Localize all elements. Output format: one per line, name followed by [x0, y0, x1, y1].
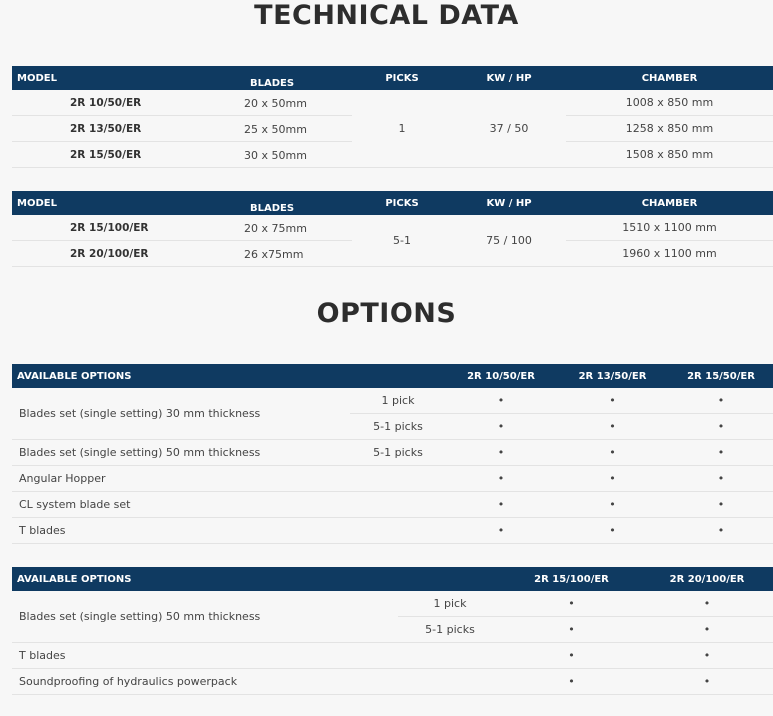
- option-label: CL system blade set: [12, 492, 350, 518]
- blades-value: 20 x 50mm: [244, 96, 307, 110]
- picks-label: 5-1 picks: [350, 414, 446, 440]
- chamber-value: 1008 x 850 mm: [566, 90, 773, 116]
- table-header-row: [12, 567, 773, 591]
- table-header-row: [12, 66, 773, 90]
- availability-dot: •: [641, 643, 773, 669]
- header-chamber: CHAMBER: [566, 66, 773, 90]
- availability-dot: •: [556, 466, 669, 492]
- table-row: [12, 388, 773, 414]
- table-header-row: [12, 364, 773, 388]
- option-label: Angular Hopper: [12, 466, 350, 492]
- availability-dot: •: [556, 414, 669, 440]
- option-label: T blades: [12, 518, 350, 544]
- picks-label: 1 pick: [350, 388, 446, 414]
- availability-dot: •: [446, 492, 556, 518]
- model-name: 2R 10/50/ER: [70, 96, 142, 109]
- chamber-value: 1508 x 850 mm: [566, 142, 773, 168]
- table-row: [12, 643, 773, 669]
- table-row: [12, 591, 773, 617]
- table-row: [12, 518, 773, 544]
- picks-label: 1 pick: [398, 591, 502, 617]
- availability-dot: •: [446, 414, 556, 440]
- availability-dot: •: [446, 388, 556, 414]
- picks-label: 5-1 picks: [398, 617, 502, 643]
- table-row: [12, 669, 773, 695]
- header-blades: BLADES: [250, 203, 295, 214]
- option-label: Blades set (single setting) 30 mm thickness: [12, 388, 350, 440]
- blades-value: 26 x75mm: [244, 247, 304, 261]
- table-row: [12, 466, 773, 492]
- availability-dot: •: [502, 617, 641, 643]
- header-available-options: AVAILABLE OPTIONS: [12, 567, 398, 591]
- options-table-100: [12, 567, 773, 695]
- kw-value: 37 / 50: [452, 90, 566, 168]
- model-name: 2R 13/50/ER: [70, 122, 142, 135]
- chamber-value: 1258 x 850 mm: [566, 116, 773, 142]
- picks-value: 1: [352, 90, 452, 168]
- kw-value: 75 / 100: [452, 215, 566, 267]
- header-model-2: 2R 20/100/ER: [641, 567, 773, 591]
- availability-dot: •: [556, 492, 669, 518]
- model-name: 2R 20/100/ER: [70, 247, 149, 260]
- technical-data-title: TECHNICAL DATA: [254, 0, 519, 31]
- header-blades: BLADES: [250, 78, 295, 89]
- header-kw: KW / HP: [452, 191, 566, 215]
- option-label: T blades: [12, 643, 398, 669]
- header-model-1: 2R 15/100/ER: [502, 567, 641, 591]
- header-model: MODEL: [12, 66, 351, 90]
- availability-dot: •: [669, 388, 773, 414]
- availability-dot: •: [669, 466, 773, 492]
- header-model-1: 2R 10/50/ER: [446, 364, 556, 388]
- header-model-2: 2R 13/50/ER: [556, 364, 669, 388]
- availability-dot: •: [641, 617, 773, 643]
- picks-label: 5-1 picks: [350, 440, 446, 466]
- options-title: OPTIONS: [316, 298, 457, 329]
- availability-dot: •: [669, 414, 773, 440]
- blades-value: 20 x 75mm: [244, 221, 307, 235]
- header-picks: PICKS: [352, 191, 452, 215]
- table-header-row: [12, 191, 773, 215]
- availability-dot: •: [641, 669, 773, 695]
- availability-dot: •: [502, 591, 641, 617]
- chamber-value: 1510 x 1100 mm: [566, 215, 773, 241]
- option-label: Soundproofing of hydraulics powerpack: [12, 669, 398, 695]
- availability-dot: •: [446, 466, 556, 492]
- header-model-3: 2R 15/50/ER: [669, 364, 773, 388]
- option-label: Blades set (single setting) 50 mm thickness: [12, 591, 398, 643]
- header-available-options: AVAILABLE OPTIONS: [12, 364, 350, 388]
- availability-dot: •: [556, 518, 669, 544]
- blades-value: 25 x 50mm: [244, 122, 307, 136]
- table-row: [12, 90, 773, 116]
- table-row: [12, 215, 773, 241]
- blades-value: 30 x 50mm: [244, 148, 307, 162]
- availability-dot: •: [556, 388, 669, 414]
- model-name: 2R 15/50/ER: [70, 148, 142, 161]
- availability-dot: •: [641, 591, 773, 617]
- table-row: [12, 440, 773, 466]
- availability-dot: •: [502, 643, 641, 669]
- header-picks: PICKS: [352, 66, 452, 90]
- availability-dot: •: [669, 518, 773, 544]
- picks-value: 5-1: [352, 215, 452, 267]
- options-table-50: [12, 364, 773, 544]
- header-chamber: CHAMBER: [566, 191, 773, 215]
- header-model: MODEL: [12, 191, 351, 215]
- availability-dot: •: [446, 440, 556, 466]
- technical-table-100: [12, 191, 773, 267]
- availability-dot: •: [502, 669, 641, 695]
- table-row: [12, 492, 773, 518]
- availability-dot: •: [556, 440, 669, 466]
- availability-dot: •: [669, 492, 773, 518]
- option-label: Blades set (single setting) 50 mm thickness: [12, 440, 350, 466]
- availability-dot: •: [669, 440, 773, 466]
- chamber-value: 1960 x 1100 mm: [566, 241, 773, 267]
- model-name: 2R 15/100/ER: [70, 221, 149, 234]
- availability-dot: •: [446, 518, 556, 544]
- technical-table-50: [12, 66, 773, 168]
- header-kw: KW / HP: [452, 66, 566, 90]
